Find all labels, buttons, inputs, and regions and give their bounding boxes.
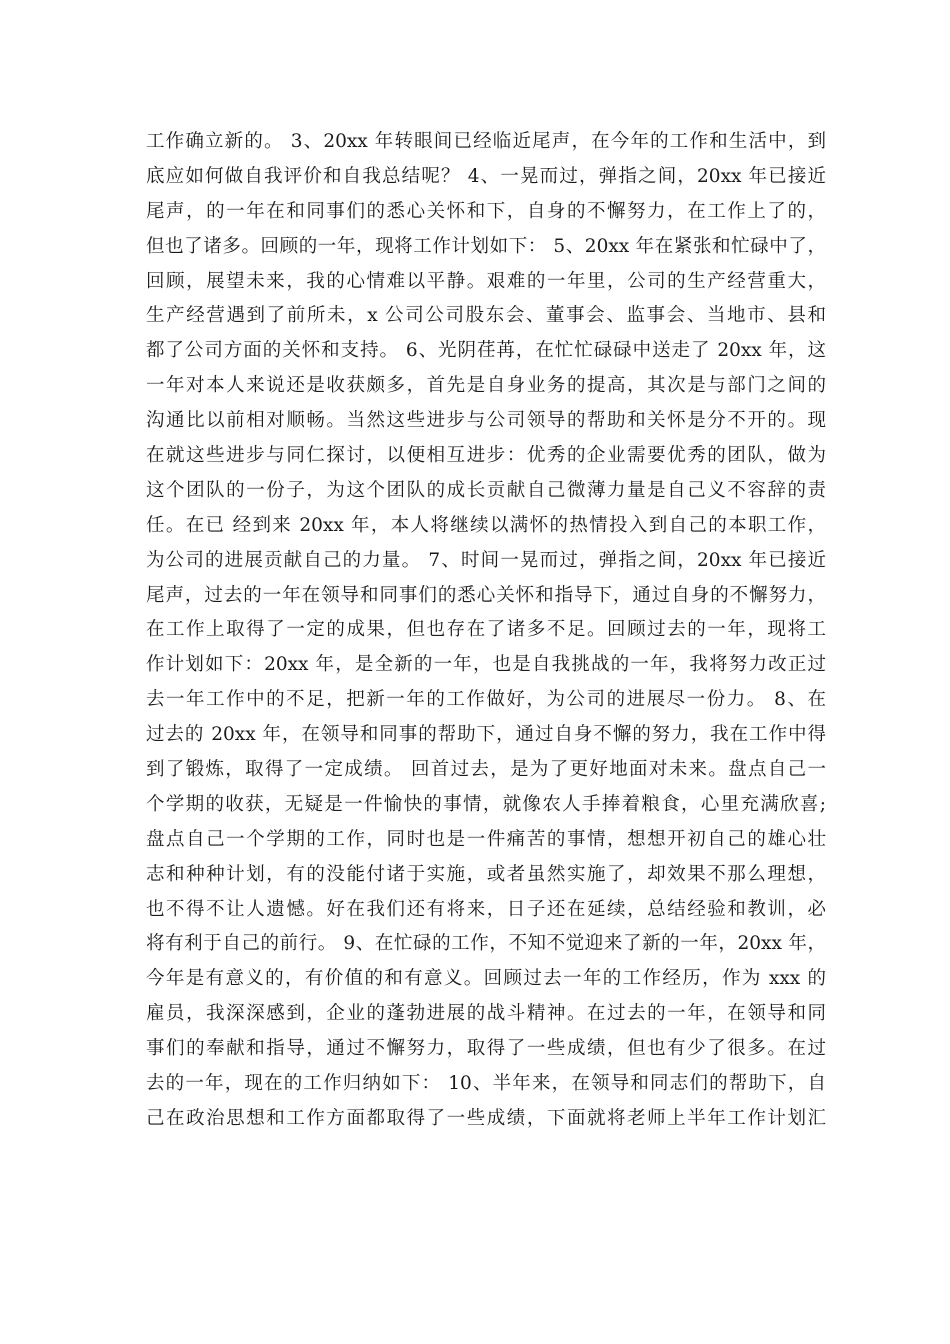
text-line: 任。在已 经到来 20xx 年，本人将继续以满怀的热情投入到自己的本职工作， bbox=[146, 514, 826, 536]
text-line: 志和种种计划，有的没能付诸于实施，或者虽然实施了，却效果不那么理想， bbox=[146, 863, 826, 885]
text-line: 回顾，展望未来，我的心情难以平静。艰难的一年里，公司的生产经营重大， bbox=[146, 270, 826, 292]
text-line: 尾声，过去的一年在领导和同事们的悉心关怀和指导下，通过自身的不懈努力， bbox=[146, 584, 826, 606]
text-line: 尾声，的一年在和同事们的悉心关怀和下，自身的不懈努力，在工作上了的， bbox=[146, 200, 826, 222]
text-line: 作计划如下：20xx 年，是全新的一年，也是自我挑战的一年，我将努力改正过 bbox=[146, 654, 826, 676]
text-line: 这个团队的一份子，为这个团队的成长贡献自己微薄力量是自己义不容辞的责 bbox=[146, 479, 826, 501]
body-text bbox=[146, 125, 826, 1137]
text-line: 雇员，我深深感到，企业的蓬勃进展的战斗精神。在过去的一年，在领导和同 bbox=[146, 1003, 826, 1025]
text-line: 去一年工作中的不足，把新一年的工作做好，为公司的进展尽一份力。 8、在 bbox=[146, 689, 826, 711]
text-line: 也不得不让人遗憾。好在我们还有将来，日子还在延续，总结经验和教训，必 bbox=[146, 898, 826, 920]
text-line: 为公司的进展贡献自己的力量。 7、时间一晃而过，弹指之间，20xx 年已接近 bbox=[146, 549, 826, 571]
text-line: 生产经营遇到了前所未，x 公司公司股东会、董事会、监事会、当地市、县和 bbox=[146, 305, 826, 327]
text-line: 今年是有意义的，有价值的和有意义。回顾过去一年的工作经历，作为 xxx 的 bbox=[146, 968, 826, 990]
text-line: 事们的奉献和指导，通过不懈努力，取得了一些成绩，但也有少了很多。在过 bbox=[146, 1038, 826, 1060]
text-line: 都了公司方面的关怀和支持。 6、光阴荏苒，在忙忙碌碌中送走了 20xx 年，这 bbox=[146, 340, 826, 362]
text-line: 盘点自己一个学期的工作，同时也是一件痛苦的事情，想想开初自己的雄心壮 bbox=[146, 828, 826, 850]
text-line: 在工作上取得了一定的成果，但也存在了诸多不足。回顾过去的一年，现将工 bbox=[146, 619, 826, 641]
text-line: 去的一年，现在的工作归纳如下： 10、半年来，在领导和同志们的帮助下，自 bbox=[146, 1073, 826, 1095]
text-line: 到了锻炼，取得了一定成绩。 回首过去，是为了更好地面对未来。盘点自己一 bbox=[146, 759, 826, 781]
text-line: 将有利于自己的前行。 9、在忙碌的工作，不知不觉迎来了新的一年，20xx 年， bbox=[146, 933, 826, 955]
text-line: 过去的 20xx 年，在领导和同事的帮助下，通过自身不懈的努力，我在工作中得 bbox=[146, 724, 826, 746]
text-line: 底应如何做自我评价和自我总结呢？ 4、一晃而过，弹指之间，20xx 年已接近 bbox=[146, 165, 826, 187]
text-line: 一年对本人来说还是收获颇多，首先是自身业务的提高，其次是与部门之间的 bbox=[146, 375, 826, 397]
text-line: 但也了诸多。回顾的一年，现将工作计划如下： 5、20xx 年在紧张和忙碌中了， bbox=[146, 235, 826, 257]
text-line: 在就这些进步与同仁探讨，以便相互进步：优秀的企业需要优秀的团队，做为 bbox=[146, 445, 826, 467]
text-line: 己在政治思想和工作方面都取得了一些成绩，下面就将老师上半年工作计划汇 bbox=[146, 1107, 826, 1129]
text-line: 沟通比以前相对顺畅。当然这些进步与公司领导的帮助和关怀是分不开的。现 bbox=[146, 410, 826, 432]
text-line: 工作确立新的。 3、20xx 年转眼间已经临近尾声，在今年的工作和生活中，到 bbox=[146, 131, 826, 152]
text-line: 个学期的收获，无疑是一件愉快的事情，就像农人手捧着粮食，心里充满欣喜; bbox=[146, 793, 826, 815]
